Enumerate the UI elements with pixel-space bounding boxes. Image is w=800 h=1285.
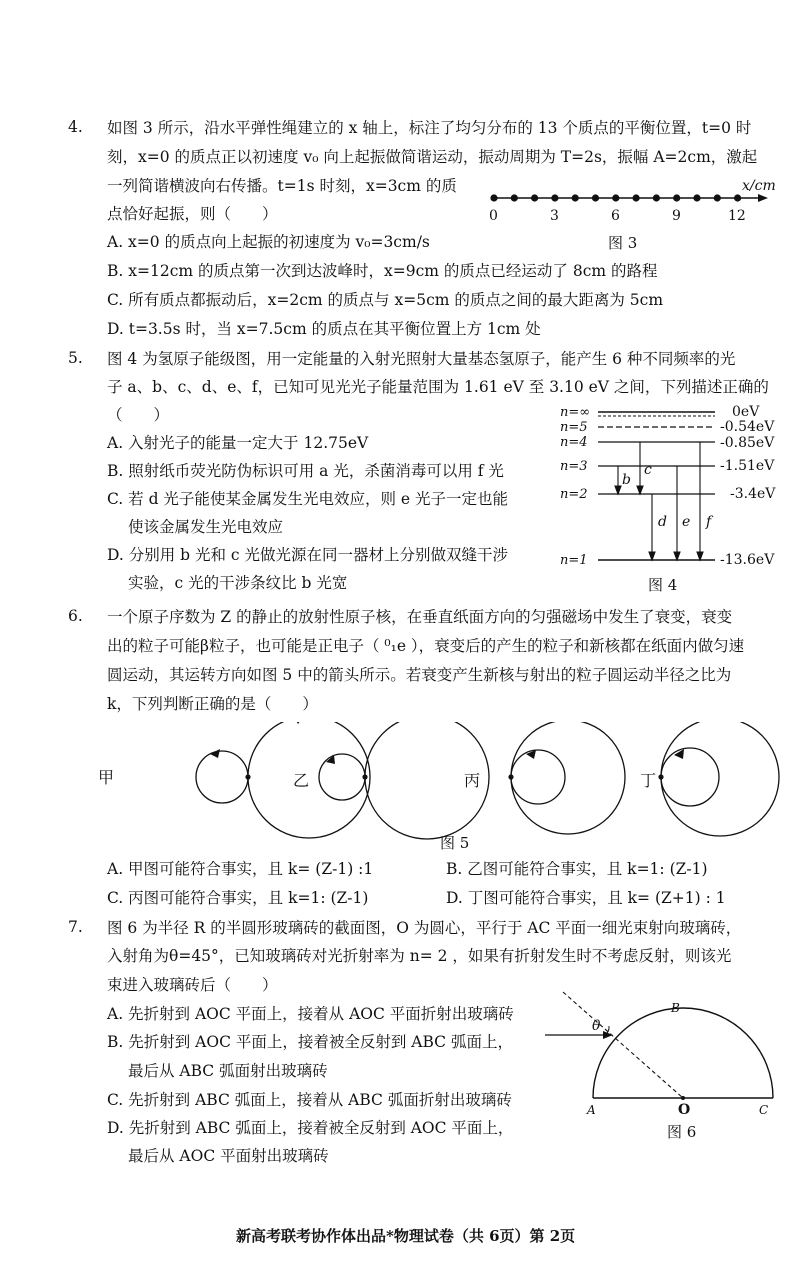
- transition-f-arrowhead-icon: [697, 552, 703, 560]
- particle-point: [653, 194, 660, 201]
- particle-point: [551, 194, 558, 201]
- question-5-text-line: 子 a、b、c、d、e、f，已知可见光光子能量范围为 1.61 eV 至 3.10 eV 之间，下列描述正确的: [107, 378, 769, 396]
- question-5-option-b: B. 照射纸币荧光防伪标识可用 a 光，杀菌消毒可以用 f 光: [107, 462, 504, 480]
- question-7-option-b-cont: 最后从 ABC 弧面射出玻璃砖: [128, 1062, 328, 1080]
- question-7-number: 7.: [68, 918, 83, 936]
- question-5-number: 5.: [68, 349, 83, 367]
- point-a-label: A: [587, 1103, 596, 1117]
- transition-label: b: [622, 472, 631, 488]
- particle-point: [612, 194, 619, 201]
- question-7-option-b: B. 先折射到 AOC 平面上，接着被全反射到 ABC 弧面上，: [107, 1033, 513, 1051]
- figure-6: [545, 990, 785, 1145]
- transition-d-arrowhead-icon: [649, 552, 655, 560]
- question-7-option-d-cont: 最后从 AOC 平面射出玻璃砖: [128, 1147, 329, 1165]
- transition-c-arrowhead-icon: [637, 486, 643, 494]
- level-energy-label: -3.4eV: [730, 486, 776, 502]
- level-n-label: n=∞: [560, 405, 591, 420]
- x-axis-arrow-icon: [758, 194, 768, 202]
- panel-1-direction-arrow-icon: [210, 749, 220, 758]
- transition-label: d: [658, 514, 667, 530]
- question-4-number: 4.: [68, 118, 83, 136]
- transition-label: f: [706, 514, 712, 530]
- tick-label: 12: [728, 208, 746, 224]
- particle-point: [633, 194, 640, 201]
- panel-1-large-direction-arrow-icon: [294, 722, 304, 724]
- decay-point: [508, 774, 513, 779]
- particle-point: [693, 194, 700, 201]
- level-energy-label: -0.85eV: [720, 435, 775, 451]
- question-4-text-line: 刻，x=0 的质点正以初速度 v₀ 向上起振做简谐运动，振动周期为 T=2s，振幅 A=2cm，激起: [107, 148, 758, 166]
- particle-point: [714, 194, 721, 201]
- particle-point: [531, 194, 538, 201]
- decay-point: [362, 774, 367, 779]
- point-c-label: C: [759, 1103, 769, 1117]
- question-6-option-a: A. 甲图可能符合事实，且 k= (Z-1) :1: [107, 860, 374, 878]
- question-6-text-line: 一个原子序数为 Z 的静止的放射性原子核，在垂直纸面方向的匀强磁场中发生了衰变，衰变: [107, 608, 733, 626]
- question-4-text-line: 如图 3 所示，沿水平弹性绳建立的 x 轴上，标注了均匀分布的 13 个质点的平衡位置，t=0 时: [107, 119, 752, 137]
- question-6-text-line: 圆运动，其运转方向如图 5 中的箭头所示。若衰变产生新核与射出的粒子圆运动半径之比为: [107, 666, 732, 684]
- tick-label: 6: [611, 208, 620, 224]
- particle-point: [511, 194, 518, 201]
- figure-5-caption: 图 5: [440, 834, 470, 852]
- level-n-label: n=3: [560, 459, 588, 474]
- question-7-text-line: 图 6 为半径 R 的半圆形玻璃砖的截面图，O 为圆心，平行于 AC 平面一细光束射向玻璃砖，: [107, 919, 742, 937]
- particle-point: [572, 194, 579, 201]
- figure-5-orbits: [80, 722, 780, 857]
- question-7-option-c: C. 先折射到 ABC 弧面上，接着从 ABC 弧面折射出玻璃砖: [107, 1091, 512, 1109]
- semicircle-arc: [593, 1008, 773, 1098]
- question-6-text-line: 出的粒子可能β粒子，也可能是正电子（ ⁰₁e ），衰变后的产生的粒子和新核都在纸面内做匀速: [107, 637, 745, 655]
- point-b-label: B: [671, 1001, 680, 1015]
- question-5-option-c: C. 若 d 光子能使某金属发生光电效应，则 e 光子一定也能: [107, 490, 508, 508]
- particle-point: [673, 194, 680, 201]
- theta-label: θ: [592, 1018, 601, 1034]
- question-6-option-b: B. 乙图可能符合事实，且 k=1: (Z-1): [446, 860, 708, 878]
- question-6-number: 6.: [68, 607, 83, 625]
- level-n-label: n=5: [560, 420, 588, 435]
- question-4-option-b: B. x=12cm 的质点第一次到达波峰时，x=9cm 的质点已经运动了 8cm 的路程: [107, 262, 658, 280]
- point-o-label: O: [678, 1102, 691, 1118]
- panel-2-small-orbit: [319, 754, 365, 800]
- particle-point: [734, 194, 741, 201]
- page-footer: 新高考联考协作体出品*物理试卷（共 6页）第 2页: [236, 1227, 576, 1245]
- question-6-option-c: C. 丙图可能符合事实，且 k=1: (Z-1): [107, 889, 369, 907]
- particle-point: [490, 194, 497, 201]
- particle-point: [592, 194, 599, 201]
- panel-4-small-orbit: [661, 748, 719, 806]
- panel-label-bing: 丙: [464, 771, 481, 790]
- level-energy-label: -1.51eV: [720, 458, 775, 474]
- decay-point: [658, 774, 663, 779]
- question-4-option-c: C. 所有质点都振动后，x=2cm 的质点与 x=5cm 的质点之间的最大距离为 5cm: [107, 291, 664, 309]
- panel-4-large-orbit: [661, 722, 779, 836]
- question-5-option-c-cont: 使该金属发生光电效应: [128, 518, 284, 536]
- tick-label: 0: [489, 208, 498, 224]
- level-energy-label: 0eV: [732, 404, 760, 420]
- question-4-text-line: 一列简谐横波向右传播。t=1s 时刻，x=3cm 的质: [107, 177, 457, 195]
- level-n-label: n=2: [560, 487, 588, 502]
- question-4-option-d: D. t=3.5s 时，当 x=7.5cm 的质点在其平衡位置上方 1cm 处: [107, 320, 541, 338]
- transition-label: e: [682, 514, 691, 530]
- figure-3-caption: 图 3: [608, 234, 638, 252]
- transition-b-arrowhead-icon: [615, 486, 621, 494]
- question-7-text-line: 入射角为θ=45°，已知玻璃砖对光折射率为 n= 2 ，如果有折射发生时不考虑反射，则该光: [107, 947, 732, 965]
- question-5-text-line: 图 4 为氢原子能级图，用一定能量的入射光照射大量基态氢原子，能产生 6 种不同频率的光: [107, 350, 736, 368]
- panel-label-jia: 甲: [98, 768, 115, 787]
- figure-4-caption: 图 4: [648, 576, 678, 594]
- x-axis-label: x/cm: [742, 178, 776, 194]
- decay-point: [245, 774, 250, 779]
- level-n-label: n=1: [560, 553, 588, 568]
- question-5-text-line: （ ）: [107, 406, 170, 424]
- level-n-label: n=4: [560, 435, 588, 450]
- panel-label-ding: 丁: [640, 771, 657, 790]
- level-energy-label: -13.6eV: [720, 552, 775, 568]
- figure-4-energy-levels: [550, 400, 795, 598]
- question-5-option-a: A. 入射光子的能量一定大于 12.75eV: [107, 434, 369, 452]
- transition-e-arrowhead-icon: [674, 552, 680, 560]
- panel-3-large-orbit: [511, 722, 625, 834]
- figure-3: [480, 176, 790, 254]
- question-5-option-d: D. 分别用 b 光和 c 光做光源在同一器材上分别做双缝干涉: [107, 546, 509, 564]
- tick-label: 3: [550, 208, 559, 224]
- level-energy-label: -0.54eV: [720, 419, 775, 435]
- transition-label: c: [644, 462, 652, 478]
- question-7-option-d: D. 先折射到 ABC 弧面上，接着被全反射到 AOC 平面上，: [107, 1119, 514, 1137]
- panel-3-small-orbit: [511, 750, 565, 804]
- question-5-option-d-cont: 实验，c 光的干涉条纹比 b 光宽: [128, 574, 348, 592]
- center-point: [681, 1096, 685, 1100]
- question-7-text-line: 束进入玻璃砖后（ ）: [107, 976, 278, 994]
- tick-label: 9: [672, 208, 681, 224]
- question-6-text-line: k，下列判断正确的是（ ）: [107, 695, 318, 713]
- normal-dashed-line: [563, 992, 683, 1098]
- figure-6-caption: 图 6: [667, 1123, 697, 1141]
- question-4-text-line: 点恰好起振，则（ ）: [107, 205, 278, 223]
- question-6-option-d: D. 丁图可能符合事实，且 k= (Z+1) : 1: [446, 889, 726, 907]
- question-7-option-a: A. 先折射到 AOC 平面上，接着从 AOC 平面折射出玻璃砖: [107, 1005, 514, 1023]
- panel-label-yi: 乙: [293, 771, 310, 790]
- question-4-option-a: A. x=0 的质点向上起振的初速度为 v₀=3cm/s: [107, 233, 430, 251]
